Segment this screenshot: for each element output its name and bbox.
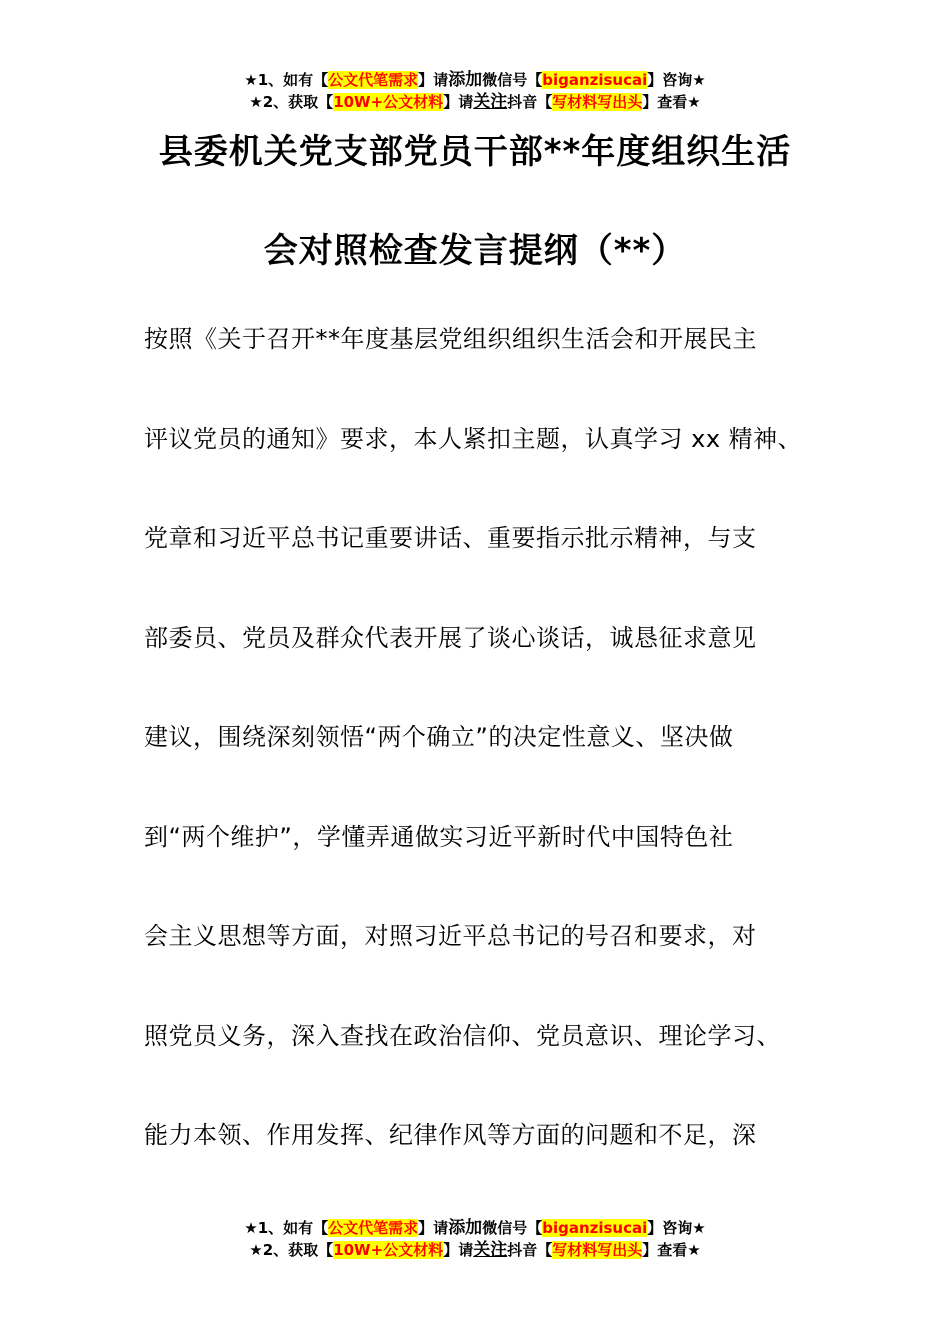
body-line: 照党员义务，深入查找在政治信仰、党员意识、理论学习、 — [144, 1022, 781, 1050]
notice-emphasis: 关注 — [473, 92, 508, 112]
highlight-materials: 10W+公文材料 — [333, 93, 444, 111]
notice-text: 】请 — [418, 1219, 449, 1237]
footer-notice — [0, 1217, 950, 1261]
notice-text: 】查看★ — [642, 93, 701, 111]
document-title-line-1: 县委机关党支部党员干部**年度组织生活 — [158, 132, 792, 172]
document-title-line-2: 会对照检查发言提纲（**） — [263, 231, 687, 271]
notice-text: 】咨询★ — [647, 1219, 706, 1237]
notice-line-2 — [0, 1239, 950, 1261]
highlight-douyin-account: 写材料写出头 — [552, 1241, 643, 1259]
notice-emphasis: 关注 — [473, 1240, 508, 1260]
body-line: 部委员、党员及群众代表开展了谈心谈话，诚恳征求意见 — [144, 624, 757, 652]
body-line: 到“两个维护”，学懂弄通做实习近平新时代中国特色社 — [144, 823, 734, 851]
notice-text: 】请 — [443, 1241, 474, 1259]
body-line: 能力本领、作用发挥、纪律作风等方面的问题和不足，深 — [144, 1121, 757, 1149]
notice-line-1 — [0, 1217, 950, 1239]
body-line: 评议党员的通知》要求，本人紧扣主题，认真学习 xx 精神、 — [144, 425, 803, 453]
notice-text: 抖音【 — [507, 1241, 553, 1259]
notice-text: 】请 — [443, 93, 474, 111]
notice-text: 微信号【 — [482, 1219, 543, 1237]
notice-line-2 — [0, 91, 950, 113]
notice-text: 】咨询★ — [647, 71, 706, 89]
highlight-wechat-id: biganzisucai — [542, 1219, 648, 1237]
highlight-wechat-id: biganzisucai — [542, 71, 648, 89]
notice-text: 微信号【 — [482, 71, 543, 89]
body-line: 按照《关于召开**年度基层党组织组织生活会和开展民主 — [144, 325, 757, 353]
body-line: 会主义思想等方面，对照习近平总书记的号召和要求，对 — [144, 922, 757, 950]
highlight-douyin-account: 写材料写出头 — [552, 93, 643, 111]
notice-text: 】请 — [418, 71, 449, 89]
highlight-service: 公文代笔需求 — [328, 71, 419, 89]
notice-text: ★1、如有【 — [244, 71, 329, 89]
notice-text: ★2、获取【 — [249, 1241, 334, 1259]
notice-text: 】查看★ — [642, 1241, 701, 1259]
highlight-service: 公文代笔需求 — [328, 1219, 419, 1237]
body-line: 建议，围绕深刻领悟“两个确立”的决定性意义、坚决做 — [144, 723, 734, 751]
notice-emphasis: 添加 — [448, 70, 483, 90]
notice-text: 抖音【 — [507, 93, 553, 111]
body-line: 党章和习近平总书记重要讲话、重要指示批示精神，与支 — [144, 524, 757, 552]
notice-emphasis: 添加 — [448, 1218, 483, 1238]
notice-text: ★2、获取【 — [249, 93, 334, 111]
highlight-materials: 10W+公文材料 — [333, 1241, 444, 1259]
header-notice — [0, 69, 950, 113]
notice-line-1 — [0, 69, 950, 91]
notice-text: ★1、如有【 — [244, 1219, 329, 1237]
